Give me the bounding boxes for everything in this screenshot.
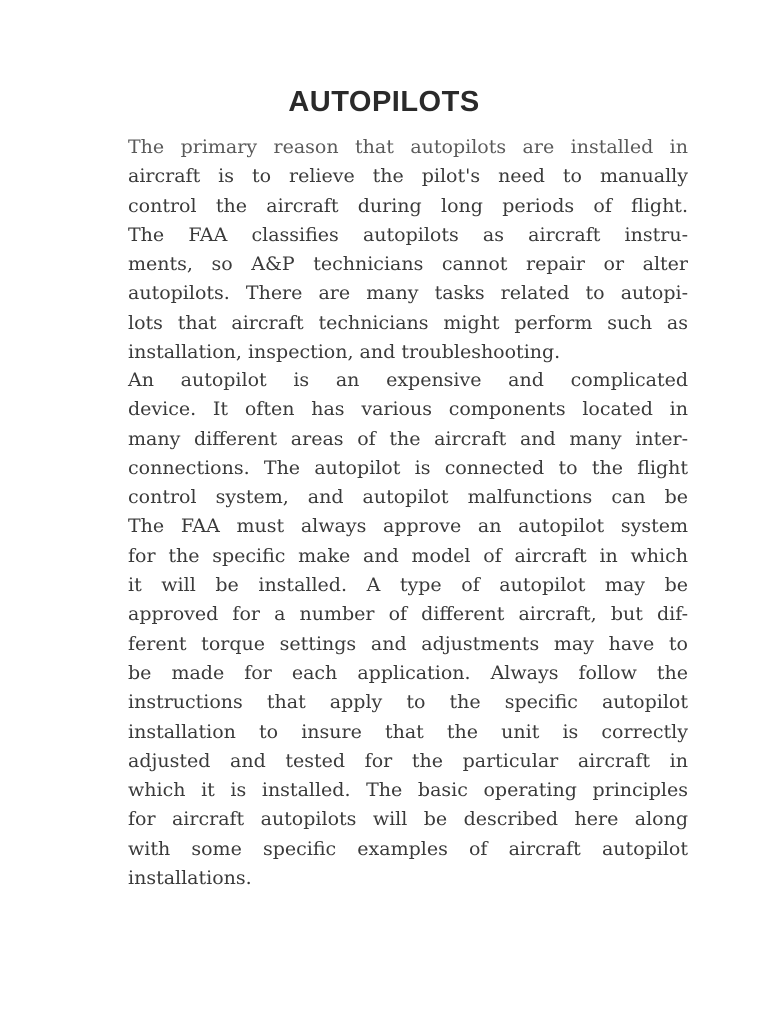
- paragraph-1-line: installation, inspection, and troubleshooting.: [128, 341, 561, 364]
- paragraph-2-line: which it is installed. The basic operating principles: [128, 779, 688, 802]
- paragraph-2-line: ferent torque settings and adjustments may have to: [128, 632, 688, 655]
- paragraph-2-line: be made for each application. Always follow the: [128, 661, 688, 684]
- paragraph-2-line: instructions that apply to the specific autopilot: [128, 691, 688, 714]
- paragraph-2-line: approved for a number of different aircraft, but dif-: [128, 603, 688, 626]
- paragraph-2-line: installation to insure that the unit is correctly: [128, 720, 688, 743]
- paragraph-1-line: lots that aircraft technicians might perform such as: [128, 311, 688, 334]
- paragraph-2-line: device. It often has various components located in: [128, 398, 688, 421]
- paragraph-2-line: many different areas of the aircraft and many inter-: [128, 427, 688, 450]
- paragraph-2-line: connections. The autopilot is connected to the flight: [128, 456, 688, 479]
- paragraph-1-line: autopilots. There are many tasks related to autopi-: [128, 282, 688, 305]
- paragraph-1-line: control the aircraft during long periods of flight.: [128, 194, 688, 217]
- paragraph-2-line: control system, and autopilot malfunctions can be: [128, 486, 688, 509]
- paragraph-2-line: The FAA must always approve an autopilot system: [128, 515, 688, 538]
- paragraph-2-line: adjusted and tested for the particular aircraft in: [128, 749, 688, 772]
- paragraph-1-line: aircraft is to relieve the pilot's need to manually: [128, 165, 688, 188]
- paragraph-2-line: installations.: [128, 867, 252, 890]
- page-title: AUTOPILOTS: [288, 86, 480, 118]
- paragraph-2: [128, 366, 688, 893]
- paragraph-2-line: An autopilot is an expensive and complicated: [128, 369, 688, 391]
- paragraph-2-line: for the specific make and model of aircraft in which: [128, 544, 688, 567]
- paragraph-1-line: The FAA classifies autopilots as aircraft instru-: [128, 223, 688, 246]
- paragraph-1-line: The primary reason that autopilots are installed in: [128, 136, 688, 158]
- paragraph-2-line: it will be installed. A type of autopilot may be: [128, 574, 688, 597]
- paragraph-2-line: with some specific examples of aircraft autopilot: [128, 837, 688, 860]
- paragraph-2-line: for aircraft autopilots will be described here along: [128, 808, 688, 831]
- paragraph-1: [128, 133, 688, 367]
- paragraph-1-line: ments, so A&P technicians cannot repair or alter: [128, 253, 688, 276]
